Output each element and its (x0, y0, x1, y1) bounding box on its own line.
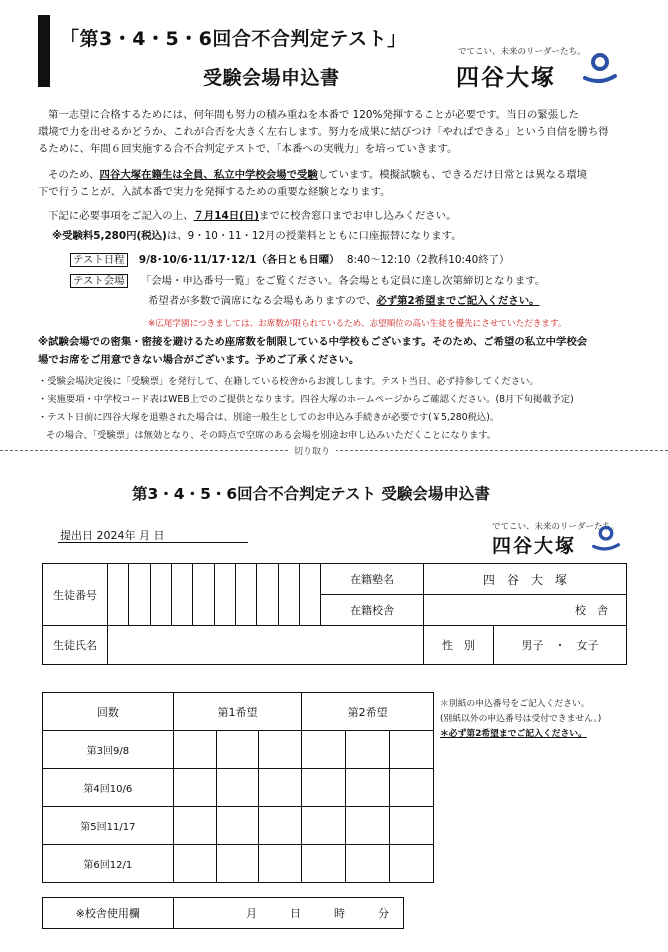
choice-cell[interactable] (390, 769, 434, 807)
choice-cell[interactable] (390, 807, 434, 845)
deadline-line: 下記に必要事項をご記入の上、７月14日(日)までに校舎窓口までお申し込みください。 (48, 210, 457, 222)
intro-line: 第一志望に合格するためには、何年間も努力の積み重ねを本番で 120%発揮することが必要です。当日の緊張した (48, 109, 579, 121)
fee-line: ※受験料5,280円(税込)は、9・10・11・12月の授業料とともに口座振替になります。 (52, 230, 462, 242)
choice-cell[interactable] (173, 731, 216, 769)
office-use-field[interactable]: 月 日 時 分 (173, 898, 403, 929)
choice-cell[interactable] (173, 769, 216, 807)
student-id-digit[interactable] (129, 564, 150, 626)
student-id-digit[interactable] (299, 564, 320, 626)
submit-date-underline (58, 542, 248, 543)
student-name-label: 生徒氏名 (43, 626, 108, 665)
note-item: ・テスト日前に四谷大塚を退塾された場合は、別途一般生としてのお申込み手続きが必要です(￥5,280税込)。 (38, 412, 500, 423)
choice-cell[interactable] (390, 731, 434, 769)
choice-cell[interactable] (173, 845, 216, 883)
choice-cell[interactable] (302, 807, 346, 845)
side-note: ＊別紙の申込番号をご記入ください。 (440, 699, 590, 709)
form-title: 第3・4・5・6回合不合判定テスト 受験会場申込書 (132, 485, 490, 503)
choice-cell[interactable] (216, 731, 259, 769)
page-title: 「第3・4・5・6回合不合判定テスト」 (60, 28, 407, 50)
test-venue-label: テスト会場 (70, 274, 128, 288)
second-choice-header: 第2希望 (302, 693, 434, 731)
intro-line: るために、年間６回実施する合不合判定テストで、「本番への実戦力」を培っていきます。 (38, 143, 458, 155)
choice-cell[interactable] (216, 769, 259, 807)
test-date-row (70, 252, 509, 269)
intro-emphasis: 四谷大塚在籍生は全員、私立中学校会場で受験 (99, 169, 318, 181)
submit-date-field[interactable]: 提出日 2024年 月 日 (60, 529, 165, 542)
title-bar-accent (38, 15, 50, 87)
brand-tagline: でてこい、未来のリーダーたち。 (458, 47, 586, 57)
round-label: 第4回10/6 (43, 769, 174, 807)
choice-cell[interactable] (346, 845, 390, 883)
gender-label: 性 別 (423, 626, 493, 665)
brand-logo-text: 四谷大塚 (456, 65, 556, 91)
venue-choice-table (42, 692, 434, 883)
note-item: ・実施要項・中学校コード表はWEB上でのご提供となります。四谷大塚のホームページからご確認ください。(8月下旬掲載予定) (38, 394, 574, 405)
test-time-value: 8:40～12:10（2教科10:40終了） (346, 254, 510, 266)
note-item: その場合、「受験票」は無効となり、その時点で空席のある会場を別途お申し込みいただくことになります。 (46, 430, 497, 441)
choice-cell[interactable] (173, 807, 216, 845)
brand-logo-icon (582, 52, 618, 86)
choice-cell[interactable] (302, 769, 346, 807)
seat-limit-note: ※試験会場での密集・密接を避けるため座席数を制限している中学校もございます。そのため、ご希望の私立中学校会 (38, 336, 588, 348)
brand-tagline: でてこい、未来のリーダーたち。 (492, 522, 620, 532)
student-name-field[interactable] (108, 626, 424, 665)
note-item: ・受験会場決定後に「受験票」を発行して、在籍している校舎からお渡しします。テスト当日、必ず持参してください。 (38, 376, 539, 387)
choice-cell[interactable] (302, 845, 346, 883)
cut-line-label: 切り取り (288, 444, 336, 457)
brand-logo-text: 四谷大塚 (492, 535, 577, 557)
choice-cell[interactable] (302, 731, 346, 769)
brand-logo-icon (591, 525, 621, 553)
branch-field[interactable]: 校 舎 (423, 595, 626, 626)
student-id-digit[interactable] (108, 564, 129, 626)
choice-cell[interactable] (346, 807, 390, 845)
side-note-emphasis: ＊必ず第2希望までご記入ください。 (440, 729, 587, 739)
intro-line: 環境で力を出せるかどうか、これが合否を大きく左右します。努力を成果に結びつけ「やればできる」という自信を勝ち得 (38, 126, 609, 138)
choice-cell[interactable] (259, 731, 302, 769)
first-choice-header: 第1希望 (173, 693, 302, 731)
office-use-table (42, 897, 404, 929)
round-header: 回数 (43, 693, 174, 731)
student-id-digit[interactable] (171, 564, 192, 626)
student-id-digit[interactable] (235, 564, 256, 626)
gender-choice[interactable]: 男子 ・ 女子 (493, 626, 626, 665)
page-subtitle: 受験会場申込書 (203, 67, 340, 89)
test-date-label: テスト日程 (70, 253, 128, 267)
choice-cell[interactable] (346, 731, 390, 769)
choice-cell[interactable] (346, 769, 390, 807)
student-id-label: 生徒番号 (43, 564, 108, 626)
test-date-value: 9/8･10/6･11/17･12/1（各日とも日曜） (138, 254, 340, 266)
hiroo-note: ※広尾学園につきましては、お席数が限られているため、志望順位の高い生徒を優先にさせていただきます。 (148, 319, 567, 329)
choice-cell[interactable] (216, 845, 259, 883)
student-id-digit[interactable] (257, 564, 278, 626)
test-venue-row: テスト会場 「会場・申込番号一覧」をご覧ください。各会場とも定員に達し次第締切となります。 (70, 273, 545, 290)
school-value: 四 谷 大 塚 (423, 564, 626, 595)
choice-cell[interactable] (259, 807, 302, 845)
student-info-table (42, 563, 627, 665)
venue-note: 希望者が多数で満席になる会場もありますので、必ず第2希望までご記入ください。 (148, 295, 540, 307)
intro-line: 下で行うことが、入試本番で実力を発揮するための重要な経験となります。 (38, 186, 391, 198)
choice-cell[interactable] (259, 769, 302, 807)
school-label: 在籍塾名 (321, 564, 424, 595)
round-label: 第6回12/1 (43, 845, 174, 883)
round-label: 第3回9/8 (43, 731, 174, 769)
round-label: 第5回11/17 (43, 807, 174, 845)
choice-cell[interactable] (259, 845, 302, 883)
student-id-digit[interactable] (278, 564, 299, 626)
deadline-date: ７月14日(日) (193, 210, 259, 222)
student-id-digit[interactable] (214, 564, 235, 626)
seat-limit-note: 場でお席をご用意できない場合がございます。予めご了承ください。 (38, 354, 360, 366)
intro-line: そのため、四谷大塚在籍生は全員、私立中学校会場で受験しています。模擬試験も、できるだけ日常とは異なる環境 (48, 169, 588, 181)
second-choice-required: 必ず第2希望までご記入ください。 (376, 295, 540, 307)
student-id-digit[interactable] (193, 564, 214, 626)
office-use-label: ※校舎使用欄 (43, 898, 174, 929)
side-note: (別紙以外の申込番号は受付できません。) (440, 714, 602, 724)
student-id-digit[interactable] (150, 564, 171, 626)
branch-label: 在籍校舎 (321, 595, 424, 626)
choice-cell[interactable] (390, 845, 434, 883)
choice-cell[interactable] (216, 807, 259, 845)
